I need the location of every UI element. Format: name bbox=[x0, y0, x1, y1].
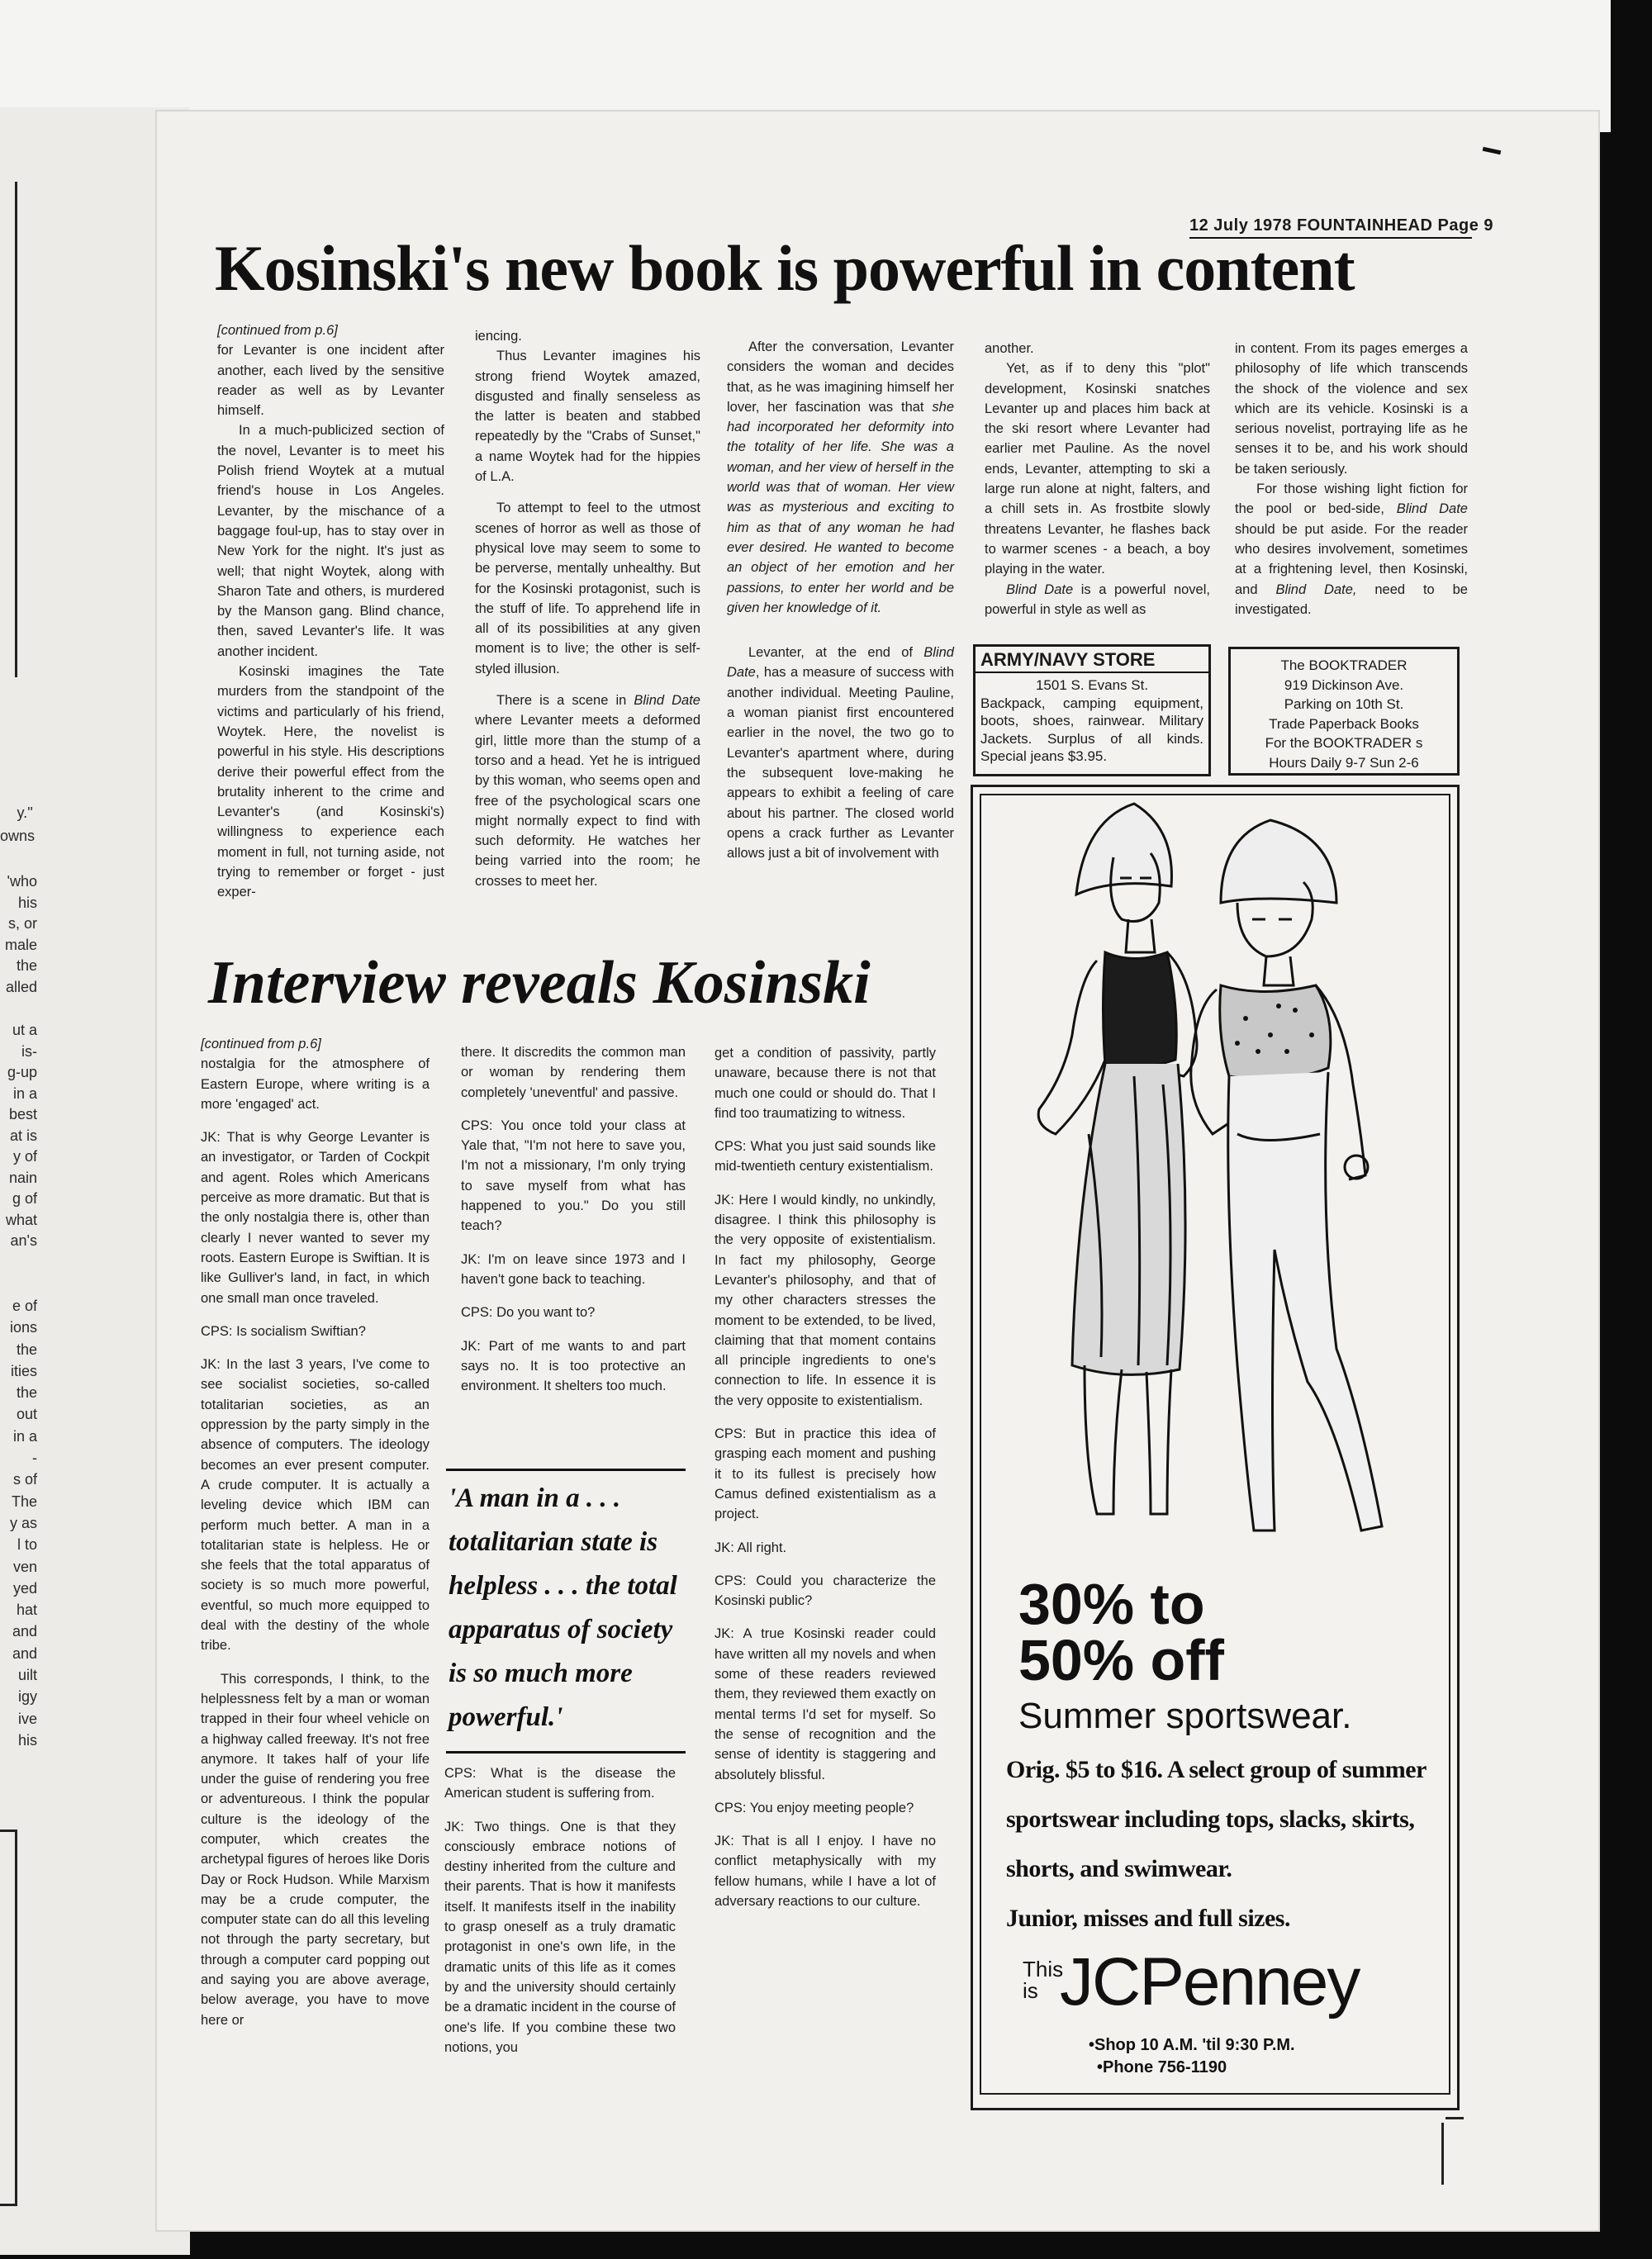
paragraph: JK: I'm on leave since 1973 and I haven't gone back to teaching. bbox=[461, 1251, 686, 1287]
prev-page-box-border-lower bbox=[0, 1830, 17, 2206]
ad-line: Hours Daily 9-7 Sun 2-6 bbox=[1269, 754, 1419, 771]
paragraph: JK: All right. bbox=[714, 1540, 787, 1555]
paragraph: JK: That is all I enjoy. I have no conflict metaphysically with my fellow humans, while I have a lot of adversary reactions to our culture. bbox=[714, 1834, 936, 1909]
jcpenney-logo: JCPenney bbox=[1060, 1944, 1360, 2019]
paragraph: Yet, as if to deny this "plot" development, Kosinski snatches Levanter up and places him back at the ski resort where Levanter had earlier met Pauline. As the novel ends, Levanter, attempting to ski a large run alone at night, falters, and a chill sets in. As frostbite slowly threatens Levanter, he flashes back to warmer scenes - a beach, a boy playing in the water. bbox=[985, 361, 1210, 577]
paragraph: CPS: But in practice this idea of grasping each moment and pushing it to its fullest is precisely how Camus defined existentialism as a project. bbox=[714, 1426, 936, 1522]
sale-percent: 30% to 50% off bbox=[1018, 1572, 1224, 1692]
paragraph: Levanter, at the end of Blind Date, has a measure of success with another individual. Meeting Pauline, a woman pianist first encountered earlier in the novel, the two go to Levanter's apartment where, during the subsequent love-making he appears to exhibit a feeling of care about his partner. The closed world opens a crack further as Levanter allows just a bit of involvement with bbox=[727, 645, 954, 861]
prev-page-text-lower: ut a is- g-up in a best at is y of nain g of what an's bbox=[5, 1022, 37, 1249]
paragraph: for Levanter is one incident after another, each lived by the sensitive reader as well as by Levanter himself. bbox=[217, 343, 444, 419]
paragraph: To attempt to feel to the utmost scenes of horror as well as those of physical love may seem to some to be perverse, mentally unhealthy. But for the Kosinski protagonist, such is the stuff of life. To apprehend life in all of its possibilities at any given moment is to live; the other is self-styled illusion. bbox=[475, 501, 700, 676]
paragraph: CPS: You once told your class at Yale that, "I'm not here to save you, I'm not a missionary, I'm only trying to save myself from what has happened to you." Do you still teach? bbox=[461, 1118, 686, 1234]
paragraph: JK: Here I would kindly, no unkindly, disagree. I think this philosophy is the very opposite of existentialism. In fact my philosophy, George Levanter's philosophy, and that of my other characters stresses the moment to be extended, to be lived, claiming that that moment contains all principle ingredients to one's connection to life. In essence it is the very opposite to existentialism. bbox=[714, 1192, 936, 1408]
book-title: Blind Date bbox=[1006, 581, 1074, 597]
paragraph: JK: Two things. One is that they consciously embrace notions of destiny inherited from the culture and their parents. That is how it manifests itself. It manifests itself in the inability to grasp oneself as a truly dramatic protagonist in one's own life, in the dramatic units of this life as it comes by and the university should certainly be a dramatic incident in the course of one's life. If you combine these two notions, you bbox=[444, 1819, 676, 2055]
paragraph: JK: That is why George Levanter is an investigator, or Tarden of Cockpit and agent. Roles which Americans perceive as more dramatic. But that is the only nostalgia there is, other than clearly I never wanted to sever my roots. Eastern Europe is Swiftian. It is like Gulliver's land, in fact, in which one small man once traveled. bbox=[201, 1130, 430, 1306]
prev-page-text-upper-top: y.'' owns bbox=[0, 804, 36, 844]
article1-column-5 bbox=[1235, 339, 1468, 619]
paragraph: In a much-publicized section of the novel, Levanter is to meet his Polish friend Woytek at a mutual friend's house in Los Angeles. Levanter, by the mischance of a baggage foul-up, has to stay over in New York for the night. It's just as well; that night Woytek, along with Sharon Tate and others, is murdered by the Manson gang. Blind chance, then, saved Levanter's life. It was another incident. bbox=[217, 423, 444, 659]
paragraph: another. bbox=[985, 341, 1034, 356]
article1-column-4 bbox=[985, 339, 1210, 619]
ad-body: Backpack, camping equipment, boots, shoes, rainwear. Military Jackets. Surplus of all kinds. Special jeans $3.95. bbox=[980, 695, 1203, 764]
pullquote-rule-bottom bbox=[446, 1751, 686, 1754]
paragraph: JK: Part of me wants to and part says no. It is too protective an environment. It shelters too much. bbox=[461, 1338, 686, 1394]
paragraph: nostalgia for the atmosphere of Eastern Europe, where writing is a more 'engaged' act. bbox=[201, 1056, 430, 1112]
continued-note: [continued from p.6] bbox=[201, 1037, 321, 1051]
sale-sizes: Junior, misses and full sizes. bbox=[1006, 1905, 1290, 1932]
pullquote: 'A man in a . . . totalitarian state is helpless . . . the total apparatus of society is so much more powerful.' bbox=[449, 1483, 677, 1732]
paragraph: get a condition of passivity, partly unaware, because there is not that much one could or should do. That I find too traumatizing to witness. bbox=[714, 1046, 936, 1121]
paragraph: After the conversation, Levanter considers the woman and decides that, as he was imagining himself her lover, her fascination was that she had incorporated her deformity into the totality of her life. She was a woman, and her view of herself in the world was that of woman. Her view was as mysterious and exciting to him as that of any woman he had ever desired. He wanted to become an object of her emotion and her passions, to enter her world and be given her knowledge of it. bbox=[727, 339, 954, 615]
prev-page-text-upper: 'who his s, or male the alled bbox=[4, 873, 37, 995]
pullquote-rule-top bbox=[446, 1469, 686, 1471]
ad-line: Trade Paperback Books bbox=[1269, 715, 1419, 732]
edge-mark bbox=[1446, 2117, 1464, 2119]
masthead-page: Page 9 bbox=[1437, 216, 1493, 235]
paragraph: JK: A true Kosinski reader could have written all my novels and when some of these readers reviewed them, they reviewed them exactly on mental terms I'd set for myself. So the sense of recognition and the sense of identity is staggering and absolutely blissful. bbox=[714, 1626, 936, 1782]
paragraph: there. It discredits the common man or woman by rendering them completely 'uneventful' and passive. bbox=[461, 1045, 686, 1100]
sale-description: Orig. $5 to $16. A select group of summer sportswear including tops, slacks, skirts, shorts, and swimwear. bbox=[1006, 1756, 1427, 1882]
book-title: Blind Date bbox=[1396, 501, 1468, 517]
article1-column-2 bbox=[475, 326, 700, 891]
ad-line: The BOOKTRADER bbox=[1280, 657, 1408, 673]
paragraph: CPS: What you just said sounds like mid-twentieth century existentialism. bbox=[714, 1139, 936, 1175]
masthead-date: 12 July 1978 bbox=[1189, 216, 1292, 235]
ad-army-navy-store bbox=[973, 644, 1211, 776]
paragraph: Kosinski imagines the Tate murders from the standpoint of the victims and particularly of his friend, Woytek. Here, the novelist is powerful in his style. His descriptions derive their powerful effect from the brutality inherent to the crime and Levanter's (and Kosinski's) willingness to experience each moment in full, not turning aside, not trying to remember or forget - just exper- bbox=[217, 664, 444, 900]
paragraph: CPS: What is the disease the American student is suffering from. bbox=[444, 1766, 676, 1801]
paragraph: CPS: Is socialism Swiftian? bbox=[201, 1323, 366, 1339]
ad-line: Parking on 10th St. bbox=[1284, 696, 1404, 712]
book-title: Blind Date bbox=[727, 645, 954, 681]
article2-column-3 bbox=[714, 1043, 936, 1924]
paragraph: Thus Levanter imagines his strong friend Woytek amazed, disgusted and finally senseless as the latter is beaten and stabbed repeatedly by the "Crabs of Sunset," a name Woytek had for the hippies of L.A. bbox=[475, 349, 700, 485]
article2-column-1 bbox=[201, 1034, 430, 2043]
article2-column-2b bbox=[444, 1763, 676, 2071]
book-title: Blind Date, bbox=[1275, 581, 1357, 597]
ad-title: ARMY/NAVY STORE bbox=[976, 648, 1208, 673]
ad-booktrader bbox=[1228, 647, 1460, 776]
article-headline-kosinski-book: Kosinski's new book is powerful in content bbox=[215, 232, 1355, 304]
masthead-paper: FOUNTAINHEAD bbox=[1296, 216, 1433, 235]
paragraph: CPS: Do you want to? bbox=[461, 1305, 596, 1321]
article-headline-interview: Interview reveals Kosinski bbox=[208, 949, 871, 1017]
paragraph: This corresponds, I think, to the helplessness felt by a man or woman trapped in their four wheel vehicle on a highway called freeway. It's not free anymore. It takes half of your life under the guise of rendering you free or adventureous. I think the popular culture is the ideology of the computer, which creates the archetypal figures of heroes like Doris Day or Rock Hudson. While Marxism may be a crude computer, the computer state can do all this leveling not through the party secretary, but through a computer card popping out and saying you are above average, below average, you have to move here or bbox=[201, 1671, 430, 2028]
ad-line: 919 Dickinson Ave. bbox=[1284, 676, 1404, 693]
ad-address: 1501 S. Evans St. bbox=[1035, 677, 1149, 693]
brand-tagline: This is bbox=[1023, 1957, 1064, 2003]
paragraph: CPS: You enjoy meeting people? bbox=[714, 1800, 914, 1815]
prev-page-box-border bbox=[0, 182, 17, 677]
paragraph: Blind Date is a powerful novel, powerful in style as well as bbox=[985, 581, 1210, 617]
paragraph: For those wishing light fiction for the pool or bed-side, Blind Date should be put aside. For the reader who desires involvement, sometimes at a frightening level, then Kosinski, and Blind Date, need to be investigated. bbox=[1235, 482, 1468, 617]
article1-column-1 bbox=[217, 320, 444, 903]
ad-jcpenney bbox=[971, 785, 1460, 2110]
prev-page-text-bottom: e of ions the ities the out in a - s of The y as l to ven yed hat and and uilt igy ive his bbox=[9, 1298, 37, 1749]
paragraph: in content. From its pages emerges a philosophy of life which transcends the shock of the violence and sex which are its vehicle. Kosinski is a serious novelist, portraying life as he senses it to be, and his work should be taken seriously. bbox=[1235, 341, 1468, 477]
ad-line: For the BOOKTRADER s bbox=[1265, 735, 1423, 751]
store-hours: •Shop 10 A.M. 'til 9:30 P.M. •Phone 756-1190 bbox=[1089, 2036, 1295, 2076]
book-title: Blind Date bbox=[634, 693, 700, 709]
paragraph: JK: In the last 3 years, I've come to see socialist societies, so-called totalitarian societies, as an oppression by the party simply in the absence of computers. The ideology becomes an ever present computer. A crude computer. It is actually a leveling device which IBM can perform much better. A man in a totalitarian state is helpless. He or she feels that the total apparatus of society is so much more powerful, eventful, so much more equipped to deal with the destiny of the whole tribe. bbox=[201, 1357, 430, 1654]
fashion-illustration bbox=[990, 787, 1452, 1564]
article1-column-3 bbox=[727, 337, 954, 863]
paragraph: iencing. bbox=[475, 329, 522, 344]
edge-mark bbox=[1441, 2123, 1444, 2185]
article2-column-2 bbox=[461, 1042, 686, 1409]
paragraph: There is a scene in Blind Date where Levanter meets a deformed girl, little more than the stump of a torso and a head. Yet he is intrigued by this woman, who seems open and free of the psychological scars one might normally expect to find with such deformity. He watches her being varried into the room; he crosses to meet her. bbox=[475, 693, 700, 889]
paragraph: CPS: Could you characterize the Kosinski public? bbox=[714, 1573, 936, 1609]
continued-note: [continued from p.6] bbox=[217, 323, 338, 338]
sale-subtitle: Summer sportswear. bbox=[1018, 1696, 1352, 1736]
